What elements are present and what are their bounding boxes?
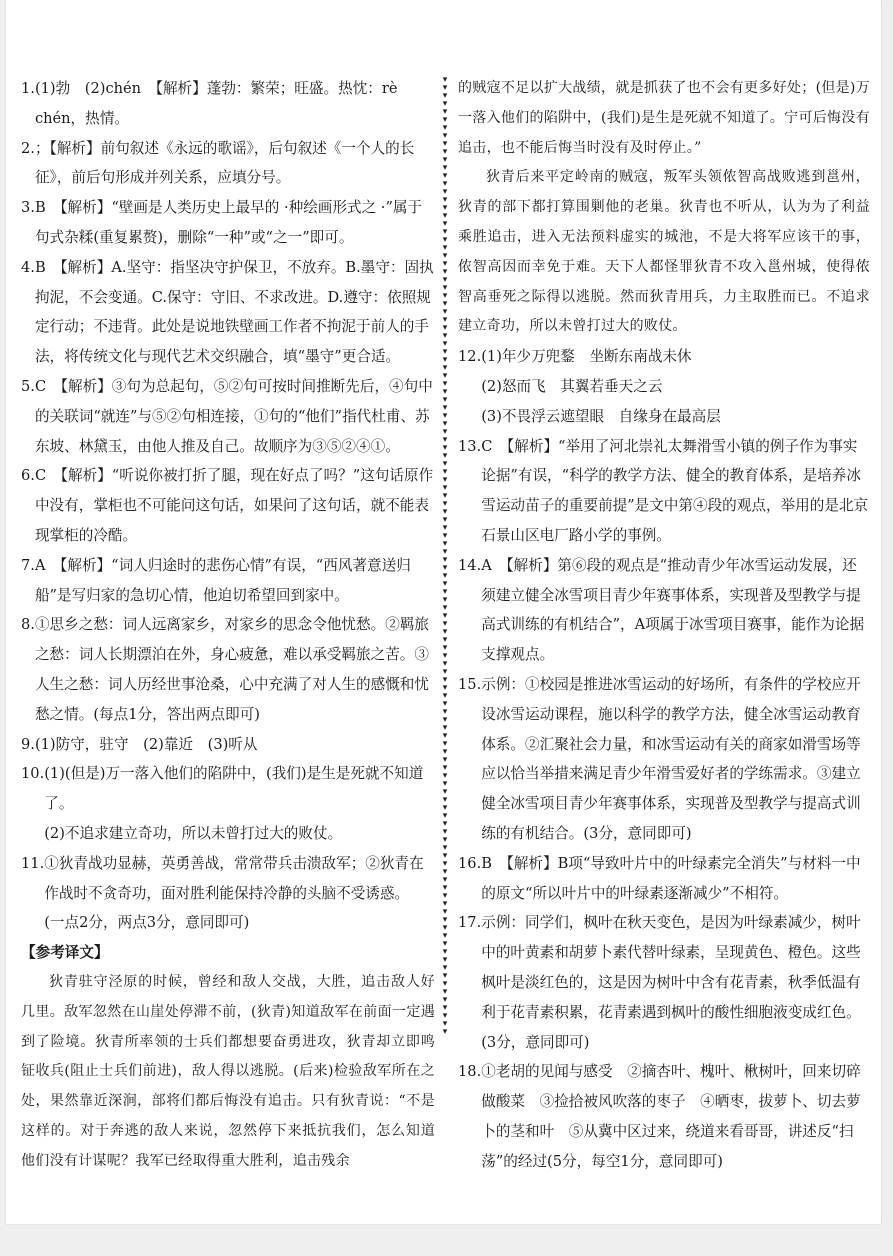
answer-item-0 xyxy=(21,74,435,134)
divider-arrow: ▾ xyxy=(442,947,448,957)
divider-arrow: ▾ xyxy=(442,395,448,405)
answer-item-4 xyxy=(458,908,870,1057)
answer-text: ①老胡的见闻与感受 ②摘杏叶、槐叶、楸树叶，回来切碎做酸菜 ③捡拾被风吹落的枣子 ④晒枣，拔萝卜、切去萝卜的茎和叶 ⑤从冀中区过来，绕道来看哥哥，讲述反“扫荡”的经过(5分，每空1分，意同即可) xyxy=(481,1063,861,1170)
divider-arrow: ▾ xyxy=(442,379,448,389)
divider-arrow: ▾ xyxy=(442,891,448,901)
answer-text: 示例：①校园是推进冰雪运动的好场所，有条件的学校应开设冰雪运动课程，施以科学的教学方法，健全冰雪运动教育体系。②汇聚社会力量，和冰雪运动有关的商家如滑雪场等应以恰当举措来满足青少年滑雪爱好者的学练需求。③建立健全冰雪项目青少年赛事体系，实现普及型教学与提高式训练的有机结合。(3分，意同即可) xyxy=(481,675,861,842)
divider-arrow: ▾ xyxy=(442,771,448,781)
divider-arrow: ▾ xyxy=(442,483,448,493)
translation-paragraph: 的贼寇不足以扩大战绩，就是抓获了也不会有更多好处；(但是)万一落入他们的陷阱中，(我们)是生是死就不知道了。宁可后悔没有追击，也不能后悔当时没有及时停止。” xyxy=(458,80,870,156)
divider-arrow: ▾ xyxy=(442,723,448,733)
divider-arrow: ▾ xyxy=(442,627,448,637)
divider-arrow: ▾ xyxy=(442,275,448,285)
divider-arrow: ▾ xyxy=(442,315,448,325)
divider-arrow: ▾ xyxy=(442,355,448,365)
divider-arrow: ▾ xyxy=(442,819,448,829)
divider-arrow: ▾ xyxy=(442,1027,448,1037)
item-number: 14. xyxy=(458,556,482,574)
divider-arrow: ▾ xyxy=(442,347,448,357)
answer-sheet-page xyxy=(6,0,881,1224)
divider-arrow: ▾ xyxy=(442,91,448,101)
divider-arrow: ▾ xyxy=(442,987,448,997)
divider-arrow: ▾ xyxy=(442,643,448,653)
divider-arrow: ▾ xyxy=(442,515,448,525)
divider-arrow: ▾ xyxy=(442,851,448,861)
column-divider xyxy=(441,76,451,1172)
answer-item-2 xyxy=(458,670,870,849)
divider-arrow: ▾ xyxy=(442,523,448,533)
item-number: 4. xyxy=(21,258,35,276)
right-column xyxy=(458,74,870,1176)
divider-arrow: ▾ xyxy=(442,827,448,837)
divider-arrow: ▾ xyxy=(442,619,448,629)
divider-arrow: ▾ xyxy=(442,371,448,381)
divider-arrow: ▾ xyxy=(442,387,448,397)
divider-arrow: ▾ xyxy=(442,939,448,949)
divider-arrow: ▾ xyxy=(442,787,448,797)
divider-arrow: ▾ xyxy=(442,243,448,253)
divider-arrow: ▾ xyxy=(442,835,448,845)
divider-arrow: ▾ xyxy=(442,411,448,421)
divider-arrow: ▾ xyxy=(442,123,448,133)
divider-arrow: ▾ xyxy=(442,755,448,765)
answer-text: A 【解析】第⑥段的观点是“推动青少年冰雪运动发展，还须建立健全冰雪项目青少年赛事体系，实现普及型教学与提高式训练的有机结合”，A项属于冰雪项目赛事，能作为论据支撑观点。 xyxy=(481,556,865,664)
divider-arrow: ▾ xyxy=(442,683,448,693)
divider-arrow: ▾ xyxy=(442,99,448,109)
item-number: 17. xyxy=(458,914,482,932)
divider-arrow: ▾ xyxy=(442,779,448,789)
divider-arrow: ▾ xyxy=(442,635,448,645)
divider-arrow: ▾ xyxy=(442,195,448,205)
divider-arrow: ▾ xyxy=(442,531,448,541)
divider-arrow: ▾ xyxy=(442,651,448,661)
answer-item-11 xyxy=(21,849,435,938)
divider-arrow: ▾ xyxy=(442,323,448,333)
divider-arrow: ▾ xyxy=(442,555,448,565)
divider-arrow: ▾ xyxy=(442,507,448,517)
item-number: 15. xyxy=(458,675,482,693)
answer-text: C 【解析】“听说你被打折了腿，现在好点了吗？”这句话原作中没有，掌柜也不可能问这句话，如果问了这句话，就不能表现掌柜的冷酷。 xyxy=(34,467,434,544)
answer-item-1 xyxy=(21,134,435,194)
answer-text: B 【解析】B项“导致叶片中的叶绿素完全消失”与材料一中的原文“所以叶片中的叶绿素逐渐减少”不相符。 xyxy=(481,854,861,902)
answer-line: (一点2分，两点3分，意同即可) xyxy=(44,914,250,932)
divider-arrow: ▾ xyxy=(442,187,448,197)
item-number: 6. xyxy=(21,467,35,485)
answer-line: (3)不畏浮云遮望眼 自缘身在最高层 xyxy=(481,407,721,425)
divider-arrow: ▾ xyxy=(442,931,448,941)
item-number: 18. xyxy=(458,1063,482,1081)
answer-item-12 xyxy=(458,342,870,431)
answer-line: (2)怒而飞 其翼若垂天之云 xyxy=(481,377,663,395)
answer-item-6 xyxy=(21,551,435,611)
divider-arrow: ▾ xyxy=(442,803,448,813)
divider-arrow: ▾ xyxy=(442,291,448,301)
divider-arrow: ▾ xyxy=(442,859,448,869)
divider-arrow: ▾ xyxy=(442,427,448,437)
divider-arrow: ▾ xyxy=(442,363,448,373)
divider-arrow: ▾ xyxy=(442,843,448,853)
divider-arrow: ▾ xyxy=(442,155,448,165)
divider-arrow: ▾ xyxy=(442,1003,448,1013)
answer-item-3 xyxy=(21,253,435,372)
divider-arrow: ▾ xyxy=(442,139,448,149)
answer-item-8 xyxy=(21,730,435,760)
divider-arrow: ▾ xyxy=(442,995,448,1005)
divider-arrow: ▾ xyxy=(442,443,448,453)
item-number: 10. xyxy=(21,765,45,783)
divider-arrow: ▾ xyxy=(442,299,448,309)
divider-arrow: ▾ xyxy=(442,659,448,669)
divider-arrow: ▾ xyxy=(442,899,448,909)
answer-item-5 xyxy=(458,1057,870,1176)
divider-arrow: ▾ xyxy=(442,699,448,709)
divider-arrow: ▾ xyxy=(442,499,448,509)
divider-arrow: ▾ xyxy=(442,547,448,557)
divider-arrow: ▾ xyxy=(442,107,448,117)
divider-arrow: ▾ xyxy=(442,211,448,221)
divider-arrow: ▾ xyxy=(442,227,448,237)
divider-arrow: ▾ xyxy=(442,459,448,469)
divider-arrow: ▾ xyxy=(442,179,448,189)
item-number: 1. xyxy=(21,80,35,97)
answer-item-2 xyxy=(21,193,435,253)
divider-arrow: ▾ xyxy=(442,219,448,229)
divider-arrow: ▾ xyxy=(442,923,448,933)
divider-arrow: ▾ xyxy=(442,203,448,213)
answer-item-10 xyxy=(21,759,435,848)
answer-text: (1)勃 (2)chén 【解析】蓬勃：繁荣；旺盛。热忱：rè chén，热情。 xyxy=(34,80,398,127)
divider-arrow: ▾ xyxy=(442,675,448,685)
divider-arrow: ▾ xyxy=(442,251,448,261)
translation-paragraph: 狄青后来平定岭南的贼寇，叛军头领侬智高战败逃到邕州，狄青的部下都打算围剿他的老巢。狄青也不听从，认为为了利益乘胜追击，进入无法预料虚实的城池，不是大将军应该干的事，侬智高因而幸免于难。天下人都怪罪狄青不攻入邕州城，使得侬智高垂死之际得以逃脱。然而狄青用兵，力主取胜而已。不追求建立奇功，所以未曾打过大的败仗。 xyxy=(458,169,870,335)
divider-arrow: ▾ xyxy=(442,283,448,293)
divider-arrow: ▾ xyxy=(442,491,448,501)
divider-arrow: ▾ xyxy=(442,163,448,173)
item-number: 3. xyxy=(21,199,35,217)
divider-arrow: ▾ xyxy=(442,147,448,157)
item-number: 11. xyxy=(21,854,45,872)
divider-arrow: ▾ xyxy=(442,131,448,141)
divider-arrow: ▾ xyxy=(442,707,448,717)
divider-arrow: ▾ xyxy=(442,795,448,805)
divider-arrow: ▾ xyxy=(442,715,448,725)
divider-arrow: ▾ xyxy=(442,1011,448,1021)
divider-arrow: ▾ xyxy=(442,539,448,549)
divider-arrow: ▾ xyxy=(442,971,448,981)
divider-arrow: ▾ xyxy=(442,587,448,597)
item-number: 13. xyxy=(458,437,482,455)
divider-arrow: ▾ xyxy=(442,875,448,885)
answer-text: B 【解析】“壁画是人类历史上最早的 ·种绘画形式之 ·”属于句式杂糅(重复累赘)，删除“一种”或“之一”即可。 xyxy=(34,199,423,246)
divider-arrow: ▾ xyxy=(442,611,448,621)
divider-arrow: ▾ xyxy=(442,763,448,773)
item-number: 9. xyxy=(21,735,35,753)
answer-text: C 【解析】“举用了河北崇礼太舞滑雪小镇的例子作为事实论据”有误，“科学的教学方法、健全的教育体系，是培养冰雪运动苗子的重要前提”是文中第④段的观点，举用的是北京石景山区电厂路小学的事例。 xyxy=(481,437,869,544)
item-number: 7. xyxy=(21,556,35,574)
answer-text: 示例：同学们，枫叶在秋天变色，是因为叶绿素减少，树叶中的叶黄素和胡萝卜素代替叶绿素，呈现黄色、橙色。这些枫叶是淡红色的，这是因为树叶中含有花青素，秋季低温有利于花青素积累，花青素遇到枫叶的酸性细胞液变成红色。(3分，意同即可) xyxy=(481,914,861,1051)
divider-arrow: ▾ xyxy=(442,907,448,917)
item-number: 5. xyxy=(21,377,35,395)
divider-arrow: ▾ xyxy=(442,563,448,573)
answer-item-7 xyxy=(21,610,435,729)
answer-item-3 xyxy=(458,849,870,909)
divider-arrow: ▾ xyxy=(442,115,448,125)
answer-line: (2)不追求建立奇功，所以未曾打过大的败仗。 xyxy=(44,824,343,842)
divider-arrow: ▾ xyxy=(442,571,448,581)
divider-arrow: ▾ xyxy=(442,731,448,741)
divider-arrow: ▾ xyxy=(442,235,448,245)
divider-arrow: ▾ xyxy=(442,955,448,965)
translation-paragraph: 狄青驻守泾原的时候，曾经和敌人交战，大胜，追击敌人好几里。敌军忽然在山崖处停滞不前，(狄青)知道敌军在前面一定遇到了险境。狄青所率领的士兵们都想要奋勇进攻，狄青却立即鸣钲收兵(阻止士兵们前进)，敌人得以逃脱。(后来)检验敌军所在之处，果然靠近深涧，部将们都后悔没有追击。只有狄青说：“不是这样的。对于奔逃的敌人来说，忽然停下来抵抗我们，怎么知道他们没有计谋呢？我军已经取得重大胜利，追击残余 xyxy=(21,973,435,1169)
answer-line: (1)(但是)万一落入他们的陷阱中，(我们)是生是死就不知道了。 xyxy=(44,765,424,813)
answer-text: A 【解析】“词人归途时的悲伤心情”有误，“西风著意送归船”是写归家的急切心情，他迫切希望回到家中。 xyxy=(34,556,411,604)
answer-text: B 【解析】A.坚守：指坚决守护保卫，不放弃。B.墨守：固执拘泥，不会变通。C.保守：守旧、不求改进。D.遵守：依照规定行动；不违背。此处是说地铁壁画工作者不拘泥于前人的手法，将传统文化与现代艺术交织融合，填“墨守”更合适。 xyxy=(34,258,434,366)
divider-arrow: ▾ xyxy=(442,739,448,749)
divider-arrow: ▾ xyxy=(442,979,448,989)
divider-arrow: ▾ xyxy=(442,883,448,893)
divider-arrow: ▾ xyxy=(442,811,448,821)
divider-arrow: ▾ xyxy=(442,419,448,429)
answer-item-0 xyxy=(458,432,870,551)
divider-arrow: ▾ xyxy=(442,747,448,757)
divider-arrow: ▾ xyxy=(442,307,448,317)
answer-text: (1)防守，驻守 (2)靠近 (3)听从 xyxy=(34,735,258,753)
item-number: 2. xyxy=(21,139,35,157)
divider-arrow: ▾ xyxy=(442,171,448,181)
divider-arrow: ▾ xyxy=(442,1019,448,1029)
answer-item-5 xyxy=(21,461,435,550)
divider-arrow: ▾ xyxy=(442,579,448,589)
answer-item-1 xyxy=(458,551,870,670)
answer-line: ①狄青战功显赫，英勇善战，常常带兵击溃敌军；②狄青在作战时不贪奇功，面对胜利能保持冷静的头脑不受诱惑。 xyxy=(44,854,424,902)
divider-arrow: ▾ xyxy=(442,267,448,277)
divider-arrow: ▾ xyxy=(442,595,448,605)
divider-arrow: ▾ xyxy=(442,867,448,877)
divider-arrow: ▾ xyxy=(442,963,448,973)
divider-arrow: ▾ xyxy=(442,915,448,925)
divider-arrow: ▾ xyxy=(442,75,448,85)
answer-text: C 【解析】③句为总起句，⑤②句可按时间推断先后，④句中的关联词“就连”与⑤②句相连接，①句的“他们”指代杜甫、苏东坡、林黛玉，由他人推及自己。故顺序为③⑤②④①。 xyxy=(34,377,433,455)
divider-arrow: ▾ xyxy=(442,475,448,485)
item-number: 12. xyxy=(458,348,482,366)
divider-arrow: ▾ xyxy=(442,603,448,613)
divider-arrow: ▾ xyxy=(442,691,448,701)
item-number: 8. xyxy=(21,616,35,634)
divider-arrow: ▾ xyxy=(442,467,448,477)
item-number: 16. xyxy=(458,854,482,872)
divider-arrow: ▾ xyxy=(442,403,448,413)
answer-text: ①思乡之愁：词人远离家乡，对家乡的思念令他忧愁。②羁旅之愁：词人长期漂泊在外，身心疲惫，难以承受羁旅之苦。③人生之愁：词人历经世事沧桑，心中充满了对人生的感慨和忧愁之情。(每点1分，答出两点即可) xyxy=(34,616,429,723)
divider-arrow: ▾ xyxy=(442,667,448,677)
translation-heading: 【参考译文】 xyxy=(21,944,109,962)
left-column xyxy=(21,74,435,1176)
divider-arrow: ▾ xyxy=(442,435,448,445)
divider-arrow: ▾ xyxy=(442,259,448,269)
answer-text: ；【解析】前句叙述《永远的歌谣》，后句叙述《一个人的长征》，前后句形成并列关系，应填分号。 xyxy=(34,139,415,187)
divider-arrow: ▾ xyxy=(442,83,448,93)
divider-arrow: ▾ xyxy=(442,331,448,341)
divider-arrow: ▾ xyxy=(442,339,448,349)
answer-item-4 xyxy=(21,372,435,461)
answer-line: (1)年少万兜鍪 坐断东南战未休 xyxy=(481,348,692,366)
divider-arrow: ▾ xyxy=(442,451,448,461)
